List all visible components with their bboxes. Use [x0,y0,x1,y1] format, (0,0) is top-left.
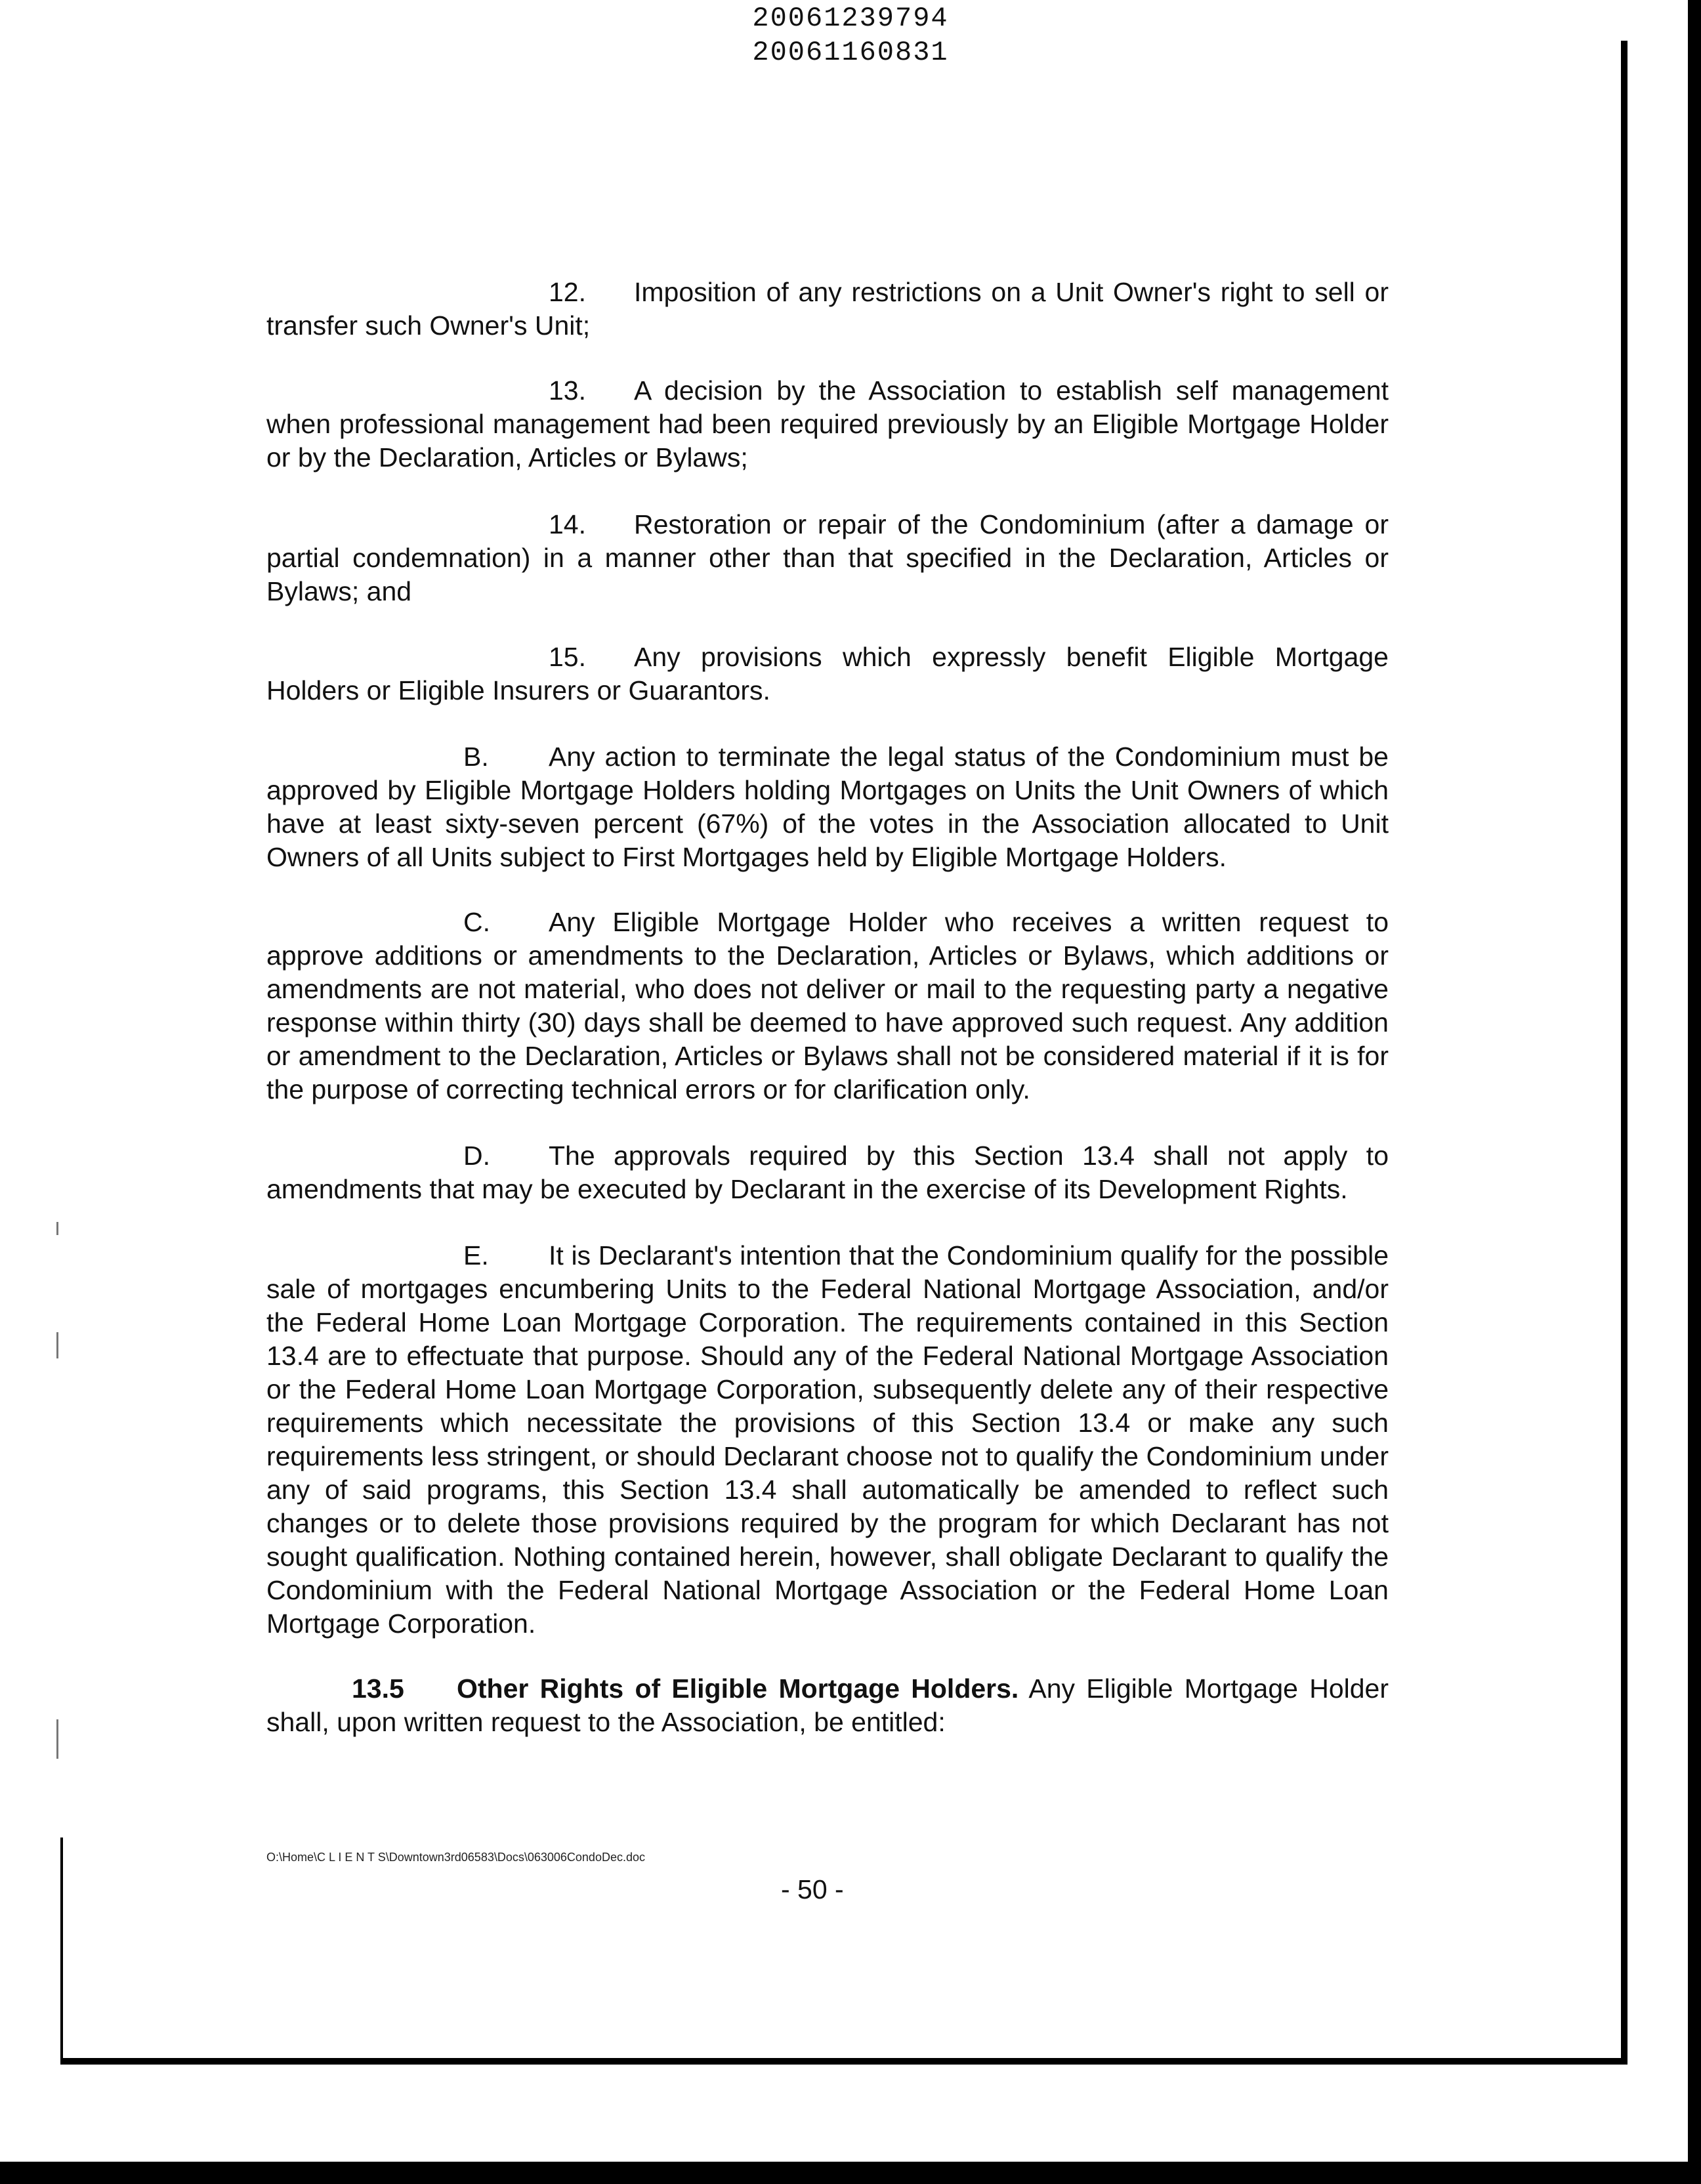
scan-frame-left [60,1838,63,2063]
recording-number-2: 20061160831 [752,37,949,68]
paragraph-c [266,906,1389,1106]
paragraph-letter: E. [463,1240,489,1270]
item-number: 14. [549,509,586,539]
scan-border-right [1688,0,1701,2184]
item-number: 12. [549,277,586,307]
scan-border-bottom [0,2162,1701,2184]
recording-number-1: 20061239794 [752,3,949,34]
paragraph-letter: D. [463,1141,490,1171]
paragraph-text: Restoration or repair of the Condominium (after a damage or partial condemnation) in a manner other than that specified in the Declaration, Articles or Bylaws; and [266,509,1389,606]
section-13-5 [266,1672,1389,1739]
paragraph-text: Imposition of any restrictions on a Unit Owner's right to sell or transfer such Owner's Unit; [266,277,1389,341]
footer-file-path: O:\Home\C L I E N T S\Downtown3rd06583\Docs\063006CondoDec.doc [266,1851,645,1864]
scan-speck [56,1222,58,1235]
section-title: Other Rights of Eligible Mortgage Holders. [457,1673,1019,1704]
scan-speck [56,1332,58,1358]
page-number: - 50 - [781,1874,844,1904]
section-number: 13.5 [352,1673,404,1704]
item-number: 15. [549,642,586,672]
paragraph-text: A decision by the Association to establish self management when professional management had been required previously by an Eligible Mortgage Holder or by the Declaration, Articles or Bylaws; [266,375,1389,472]
paragraph-text: The approvals required by this Section 13.4 shall not apply to amendments that may be executed by Declarant in the exercise of its Development Rights. [266,1141,1389,1204]
paragraph-b [266,740,1389,874]
paragraph-text: Any Eligible Mortgage Holder who receives a written request to approve additions or amendments to the Declaration, Articles or Bylaws, which additions or amendments are not material, who does not deliver or mail to the requesting party a negative response within thirty (30) days shall be deemed to have approved such request. Any addition or amendment to the Declaration, Articles or Bylaws shall not be considered material if it is for the purpose of correcting technical errors or for clarification only. [266,907,1389,1104]
paragraph-letter: B. [463,742,489,772]
paragraph-item-14 [266,508,1389,608]
paragraph-text: Any action to terminate the legal status of the Condominium must be approved by Eligible Mortgage Holders holding Mortgages on Units the Unit Owners of which have at least sixty-seven percent (67%) of the votes in the Association allocated to Unit Owners of all Units subject to First Mortgages held by Eligible Mortgage Holders. [266,742,1389,872]
scan-frame-bottom [60,2058,1628,2065]
paragraph-text: Any Eligible Mortgage Holder shall, upon written request to the Association, be entitled: [266,1673,1389,1737]
paragraph-item-15 [266,640,1389,707]
paragraph-text: It is Declarant's intention that the Condominium qualify for the possible sale of mortgages encumbering Units to the Federal National Mortgage Association, and/or the Federal Home Loan Mortgage Corporation. The requirements contained in this Section 13.4 are to effectuate that purpose. Should any of the Federal National Mortgage Association or the Federal Home Loan Mortgage Corporation, subsequently delete any of their respective requirements which necessitate the provisions of this Section 13.4 or make any such requirements less stringent, or should Declarant choose not to qualify the Condominium under any of said programs, this Section 13.4 shall automatically be amended to reflect such changes or to delete those provisions required by the program for which Declarant has not sought qualification. Nothing contained herein, however, shall obligate Declarant to qualify the Condominium with the Federal National Mortgage Association or the Federal Home Loan Mortgage Corporation. [266,1240,1389,1639]
paragraph-letter: C. [463,907,490,937]
paragraph-e [266,1239,1389,1641]
scan-frame-right [1621,41,1628,2062]
paragraph-item-13 [266,374,1389,474]
paragraph-d [266,1139,1389,1206]
item-number: 13. [549,375,586,406]
paragraph-item-12 [266,276,1389,343]
paragraph-text: Any provisions which expressly benefit Eligible Mortgage Holders or Eligible Insurers or Guarantors. [266,642,1389,705]
scan-speck [56,1719,58,1759]
